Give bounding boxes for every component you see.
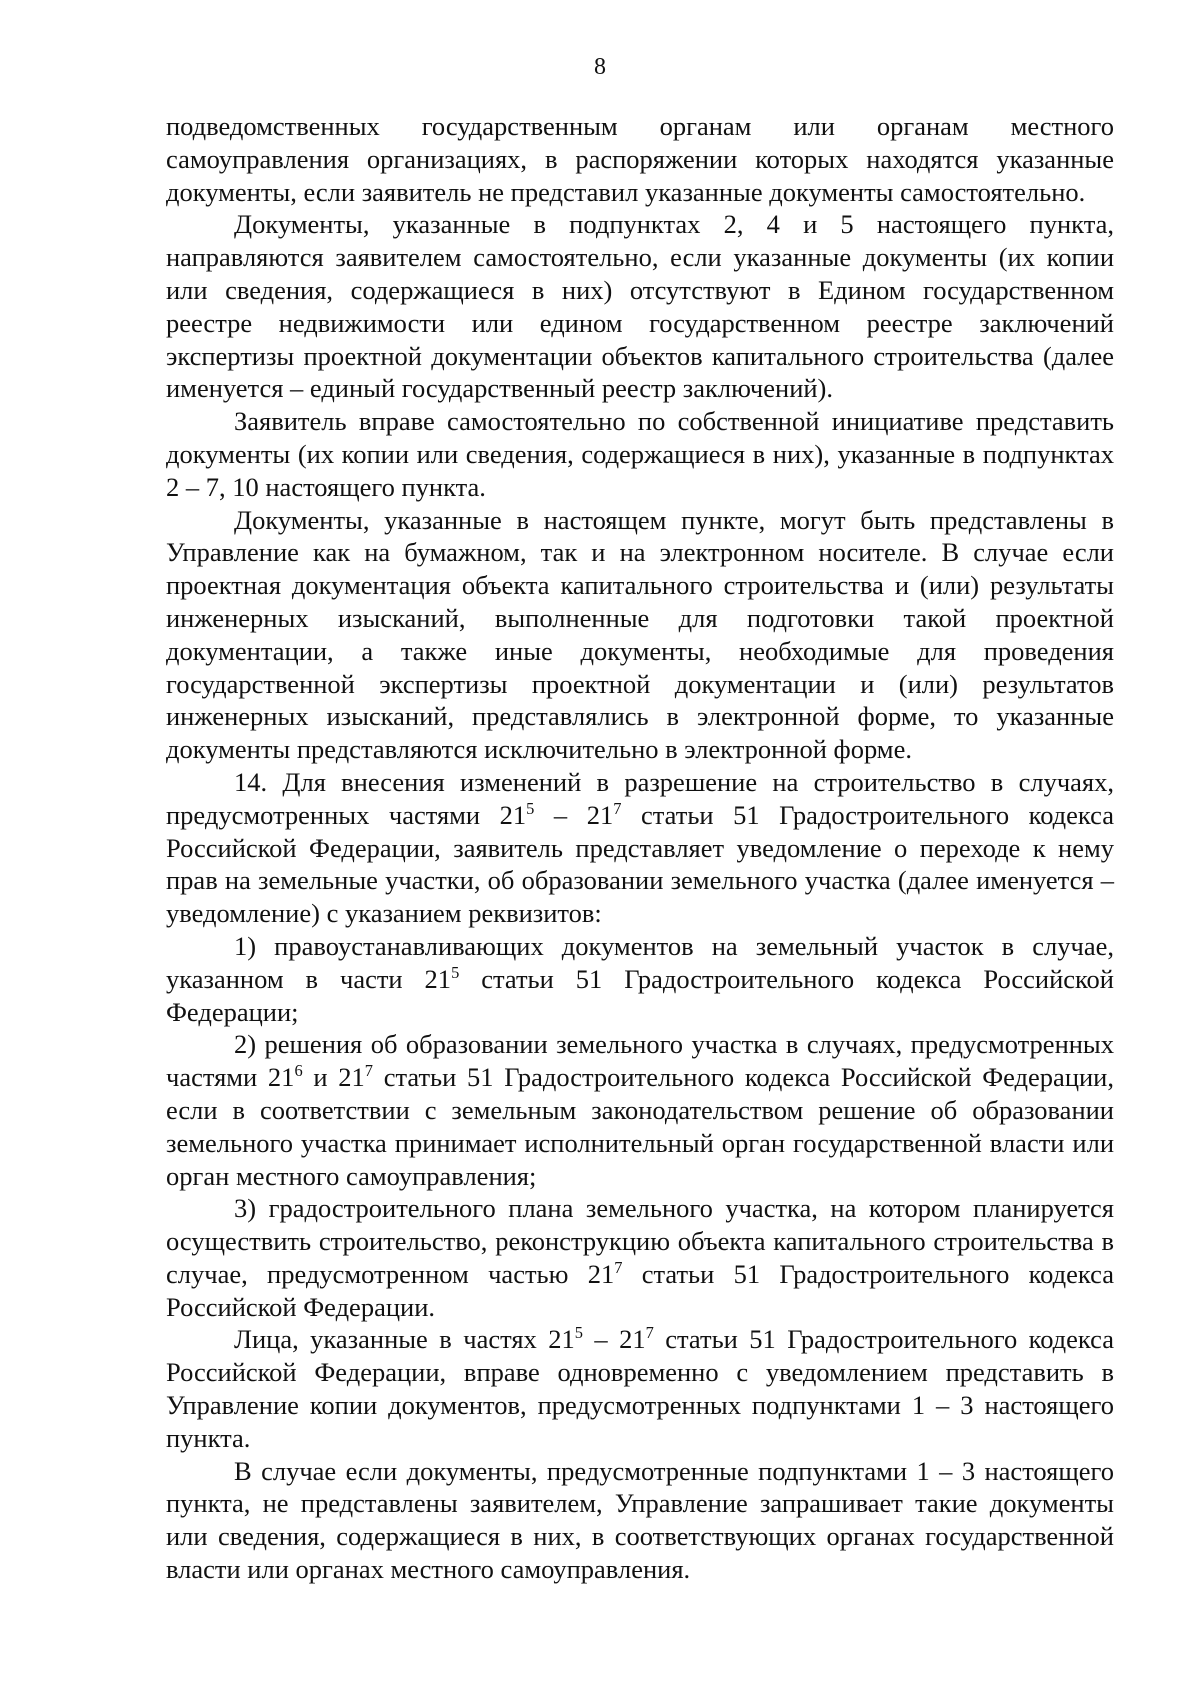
superscript: 5 <box>526 798 535 818</box>
superscript: 7 <box>364 1060 373 1080</box>
text-segment: статьи 51 Градостроительного кодекса Российской Федерации, вправе одновременно с уведомлением представить в Управление копии документов, предусмотренных подпунктами 1 – 3 настоящего пункта. <box>166 1324 1114 1453</box>
text-segment: – 21 <box>582 1324 646 1355</box>
paragraph-14 <box>166 766 1114 930</box>
superscript: 6 <box>294 1060 303 1080</box>
paragraph-documents-subitems: Документы, указанные в подпунктах 2, 4 и 5 настоящего пункта, направляются заявителем самостоятельно, если указанные документы (их копии или сведения, содержащиеся в них) отсутствуют в Едином государственном реестре недвижимости или едином государственном реестре заключений экспертизы проектной документации объектов капитального строительства (далее именуется – единый государственный реестр заключений). <box>166 209 1114 404</box>
text-segment: 14. Для внесения изменений в разрешение на строительство в случаях, предусмотренных частями 21 <box>166 766 1114 830</box>
superscript: 7 <box>645 1323 654 1343</box>
text-segment: статьи 51 Градостроительного кодекса Российской Федерации, заявитель представляет уведомление о переходе к нему прав на земельные участки, об образовании земельного участка (далее именуется – уведомление) с указанием реквизитов: <box>166 799 1114 929</box>
text-segment: 2) решения об образовании земельного участка в случаях, предусмотренных частями 21 <box>166 1029 1114 1093</box>
text-segment: 1) правоустанавливающих документов на земельный участок в случае, указанном в части 21 <box>166 930 1114 994</box>
paragraph-continuation: подведомственных государственным органам или органам местного самоуправления организациях, в распоряжении которых находятся указанные документы, если заявитель не представил указанные документы самостоятельно. <box>166 111 1114 207</box>
text-segment: – 21 <box>534 799 614 830</box>
text-segment: 3) градостроительного плана земельного участка, на котором планируется осуществить строительство, реконструкцию объекта капитального строительства в случае, предусмотренном частью 21 <box>166 1193 1114 1289</box>
list-item-1 <box>166 930 1114 1028</box>
page-number: 8 <box>594 54 606 80</box>
paragraph-electronic-form: Документы, указанные в настоящем пункте, могут быть представлены в Управление как на бумажном, так и на электронном носителе. В случае если проектная документация объекта капитального строительства и (или) результаты инженерных изысканий, выполненные для подготовки такой проектной документации, а также иные документы, необходимые для проведения государственной экспертизы проектной документации и (или) результатов инженерных изысканий, представлялись в электронной форме, то указанные документы представляются исключительно в электронной форме. <box>166 504 1114 765</box>
superscript: 5 <box>451 962 460 982</box>
list-item-2 <box>166 1028 1114 1192</box>
paragraph-final: В случае если документы, предусмотренные подпунктами 1 – 3 настоящего пункта, не представлены заявителем, Управление запрашивает такие документы или сведения, содержащиеся в них, в соответствующих органах государственной власти или органах местного самоуправления. <box>166 1455 1114 1585</box>
superscript: 7 <box>614 1257 623 1277</box>
paragraph-applicant-right: Заявитель вправе самостоятельно по собственной инициативе представить документы (их копии или сведения, содержащиеся в них), указанные в подпунктах 2 – 7, 10 настоящего пункта. <box>166 406 1114 502</box>
superscript: 7 <box>613 798 622 818</box>
list-item-3 <box>166 1192 1114 1323</box>
document-body <box>166 110 1114 1586</box>
text-segment: статьи 51 Градостроительного кодекса Российской Федерации; <box>166 963 1114 1027</box>
superscript: 5 <box>574 1323 583 1343</box>
text-segment: Лица, указанные в частях 21 <box>234 1324 575 1355</box>
text-segment: статьи 51 Градостроительного кодекса Российской Федерации. <box>166 1258 1114 1322</box>
text-segment: статьи 51 Градостроительного кодекса Российской Федерации, если в соответствии с земельным законодательством решение об образовании земельного участка принимает исполнительный орган государственной власти или орган местного самоуправления; <box>166 1062 1114 1191</box>
paragraph-persons <box>166 1323 1114 1454</box>
text-segment: и 21 <box>302 1062 365 1093</box>
